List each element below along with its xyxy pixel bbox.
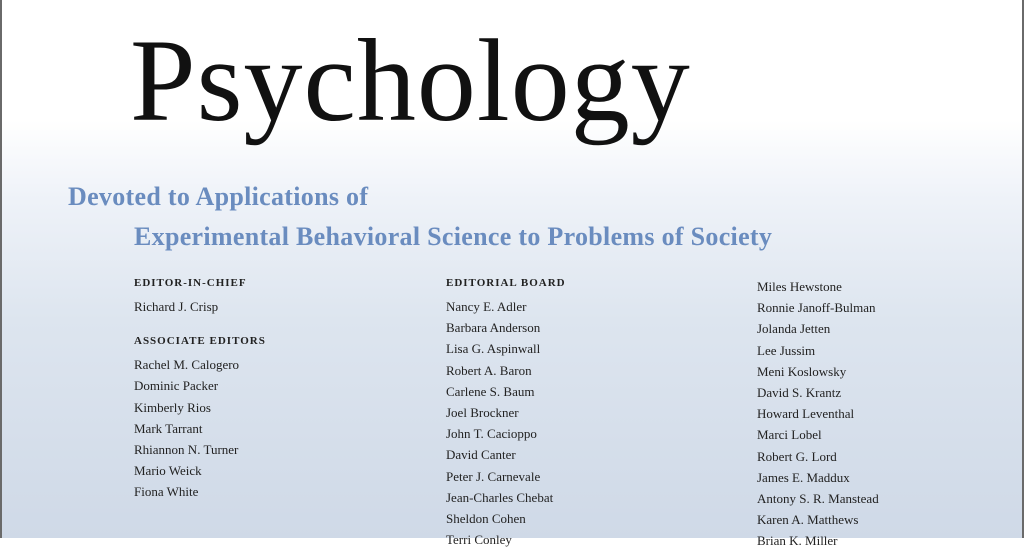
associate-editor-name: Dominic Packer bbox=[134, 378, 219, 394]
board-member-name: Sheldon Cohen bbox=[446, 511, 526, 527]
board-member-name: Brian K. Miller bbox=[757, 533, 838, 549]
section-spacer bbox=[134, 317, 266, 334]
associate-editor-name: Rachel M. Calogero bbox=[134, 357, 240, 373]
board-member-name: Nancy E. Adler bbox=[446, 299, 527, 314]
editorial-board-column-1 bbox=[446, 276, 566, 550]
board-member-name: Marci Lobel bbox=[757, 427, 822, 443]
editorial-board-column-2 bbox=[757, 276, 879, 552]
associate-editor-name: Mark Tarrant bbox=[134, 420, 203, 436]
board-member-name: Terri Conley bbox=[446, 532, 512, 548]
board-member-name: Robert G. Lord bbox=[757, 448, 837, 464]
board-member-name: James E. Maddux bbox=[757, 469, 850, 485]
board-member-name: Meni Koslowsky bbox=[757, 363, 847, 379]
board-member-name: Antony S. R. Manstead bbox=[757, 491, 879, 507]
tagline-line-2: Experimental Behavioral Science to Problems of Society bbox=[134, 222, 773, 251]
board-member-name: Barbara Anderson bbox=[446, 320, 541, 336]
board-member-name: Jean-Charles Chebat bbox=[446, 489, 554, 505]
associate-editor-name: Rhiannon N. Turner bbox=[134, 442, 239, 458]
board-member-name: Carlene S. Baum bbox=[446, 383, 535, 399]
board-member-name: Lisa G. Aspinwall bbox=[446, 341, 541, 357]
board-member-name: Karen A. Matthews bbox=[757, 512, 859, 528]
editors-column bbox=[134, 276, 266, 503]
board-member-name: John T. Cacioppo bbox=[446, 426, 537, 442]
board-member-name: Ronnie Janoff-Bulman bbox=[757, 300, 876, 316]
board-member-name: Peter J. Carnevale bbox=[446, 468, 541, 484]
associate-editor-name: Mario Weick bbox=[134, 463, 202, 479]
associate-editor-name: Fiona White bbox=[134, 484, 199, 500]
editor-in-chief-heading: EDITOR-IN-CHIEF bbox=[134, 277, 247, 289]
left-border bbox=[0, 0, 2, 538]
board-member-name: Jolanda Jetten bbox=[757, 321, 831, 337]
board-member-name: Howard Leventhal bbox=[757, 406, 855, 422]
board-member-name: David Canter bbox=[446, 447, 516, 463]
board-member-name: Miles Hewstone bbox=[757, 279, 842, 294]
board-member-name: Lee Jussim bbox=[757, 342, 816, 358]
associate-editors-heading: ASSOCIATE EDITORS bbox=[134, 335, 266, 348]
board-member-name: Robert A. Baron bbox=[446, 362, 532, 378]
associate-editor-name: Kimberly Rios bbox=[134, 399, 211, 415]
tagline-line-1: Devoted to Applications of bbox=[68, 182, 369, 211]
board-member-name: David S. Krantz bbox=[757, 385, 842, 401]
board-member-name: Joel Brockner bbox=[446, 405, 519, 421]
journal-title: Psychology bbox=[130, 15, 691, 146]
editor-name: Richard J. Crisp bbox=[134, 299, 219, 314]
editorial-board-heading: EDITORIAL BOARD bbox=[446, 277, 566, 289]
